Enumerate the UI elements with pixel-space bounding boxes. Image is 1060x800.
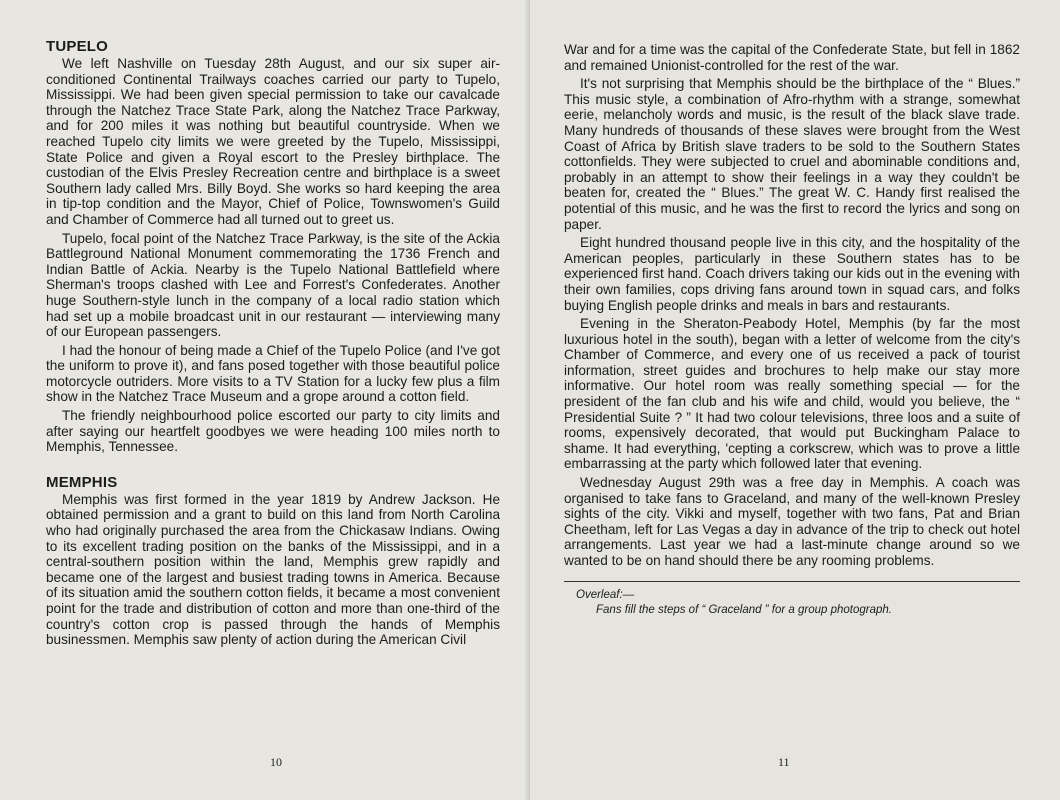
tupelo-paragraph-1: We left Nashville on Tuesday 28th August, and our six super air-conditioned Continental Trailways coaches carried our party to Tupelo, Mississippi. We had been given special permission to take our cavalcade through the Natchez Trace State Park, along the Natchez Trace Parkway, and for 200 miles it was nothing but beautiful countryside. When we reached Tupelo city limits we were greeted by the Tupelo, Mississippi, State Police and given a Royal escort to the Presley birthplace. The custodian of the Elvis Presley Recreation centre and birthplace is a sweet Southern lady called Mrs. Billy Boyd. She works so hard keeping the area in tip-top condition and the Mayor, Chief of Police, Townswomen's Guild and Chamber of Commerce had all turned out to greet us. [46, 56, 500, 227]
page-number-right: 11 [778, 755, 790, 769]
caption-label: Overleaf:— [576, 588, 635, 601]
section-spacer [46, 458, 500, 470]
blues-paragraph: It's not surprising that Memphis should be the birthplace of the “ Blues.” This music style, a combination of Afro-rhythm with a strange, somewhat eerie, melancholy words and music, is the result of the black slave trade. Many hundreds of thousands of these slaves were brought from the West Coast of Africa by British slave traders to be sold to the Southern States cottonfields. They were subjected to cruel and abominable conditions and, probably in an attempt to show their feelings in a way they couldn't be beaten for, created the “ Blues.” The great W. C. Handy first realised the potential of this music, and he was the first to record the lyrics and song on paper. [564, 76, 1020, 232]
hospitality-paragraph: Eight hundred thousand people live in this city, and the hospitality of the American peoples, particularly in these Southern states has to be experienced first hand. Coach drivers taking our kids out in the evening with their own families, cops driving fans around town in squad cars, and folks buying English people drinks and meals in bars and restaurants. [564, 235, 1020, 313]
right-page [530, 0, 1060, 800]
page-number-left: 10 [270, 755, 282, 769]
tupelo-paragraph-4: The friendly neighbourhood police escorted our party to city limits and after saying our heartfelt goodbyes we were heading 100 miles north to Memphis, Tennessee. [46, 408, 500, 455]
section-heading-memphis: MEMPHIS [46, 473, 118, 491]
tupelo-paragraph-3: I had the honour of being made a Chief of the Tupelo Police (and I've got the uniform to prove it), and fans posed together with those beautiful police motorcycle outriders. More visits to a TV Station for a lucky few plus a film show in the Natchez Trace Museum and a grope around a cotton field. [46, 342, 500, 405]
continued-paragraph: War and for a time was the capital of the Confederate State, but fell in 1862 and remained Unionist-controlled for the rest of the war. [564, 42, 1020, 73]
graceland-paragraph: Wednesday August 29th was a free day in Memphis. A coach was organised to take fans to Graceland, and many of the well-known Presley sights of the city. Vikki and myself, together with two fans, Pat and Brian Cheetham, left for Las Vegas a day in advance of the trip to check out hotel arrangements. Last year we had a last-minute change around so we wanted to be on hand should there be any rooming problems. [564, 475, 1020, 568]
caption-divider [564, 581, 1020, 582]
hotel-paragraph: Evening in the Sheraton-Peabody Hotel, Memphis (by far the most luxurious hotel in the south), began with a letter of welcome from the city's Chamber of Commerce, and every one of us received a pack of tourist information, street guides and brochures to help make our stay more informative. Our hotel room was really something special — for the president of the fan club and his wife and child, would you believe, the “ Presidential Suite ? ” It had two colour televisions, three loos and a suite of rooms, expensively decorated, that would put Buckingham Palace to shame. It had everything, 'cepting a corkscrew, which was to prove a little embarrassing at the party which followed later that evening. [564, 316, 1020, 472]
memphis-paragraph-1: Memphis was first formed in the year 1819 by Andrew Jackson. He obtained permission and a grant to build on this land from North Carolina who had originally purchased the area from the Chickasaw Indians. Owing to its excellent trading position on the banks of the Mississippi, and in a central-southern position within the land, Memphis grew rapidly and became one of the largest and busiest trading towns in America. Because of its situation amid the southern cotton fields, it became a most convenient point for the trade and distribution of cotton and more than one-third of the country's cotton crop is passed through the hands of Memphis businessmen. Memphis saw plenty of action during the American Civil [46, 491, 500, 648]
section-heading-tupelo: TUPELO [46, 38, 109, 55]
tupelo-paragraph-2: Tupelo, focal point of the Natchez Trace Parkway, is the site of the Ackia Battleground National Monument commemorating the 1736 French and Indian Battle of Ackia. Nearby is the Tupelo National Battlefield where Sherman's troops clashed with Lee and Forrest's Confederates. Another huge Southern-style lunch in the company of a local radio station which had set up a mobile broadcast unit in our restaurant — interviewing many of our European passengers. [46, 230, 500, 340]
caption-text: Fans fill the steps of “ Graceland ” for a group photograph. [596, 603, 892, 616]
